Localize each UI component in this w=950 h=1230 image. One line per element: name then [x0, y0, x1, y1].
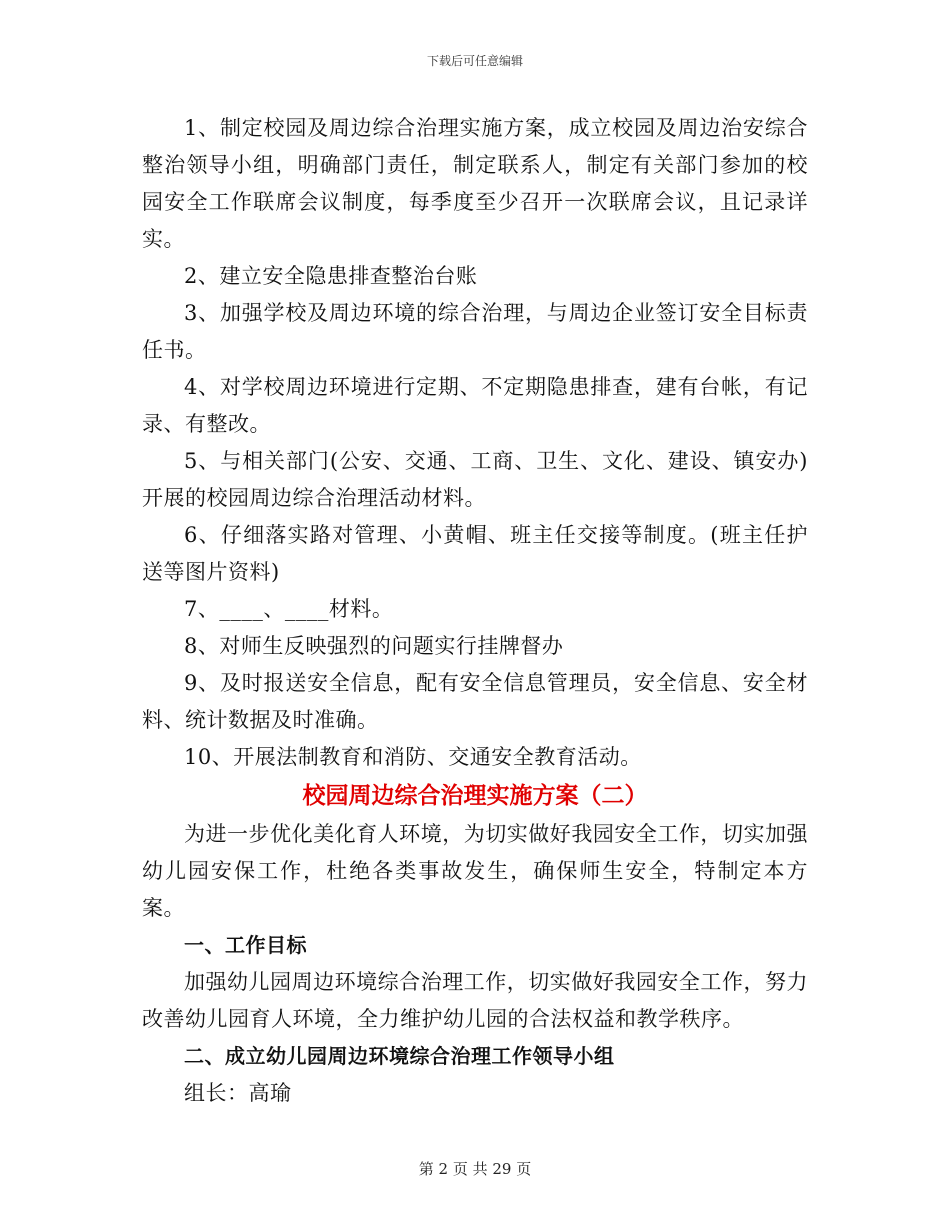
- goal-paragraph: 加强幼儿园周边环境综合治理工作，切实做好我园安全工作，努力改善幼儿园育人环境，全力维护幼儿园的合法权益和教学秩序。: [142, 970, 808, 1031]
- heading-work-goal: 一、工作目标: [184, 933, 307, 957]
- heading-leading-group: 二、成立幼儿园周边环境综合治理工作领导小组: [184, 1044, 615, 1068]
- list-item-9: 9、及时报送安全信息，配有安全信息管理员，安全信息、安全材料、统计数据及时准确。: [142, 671, 808, 732]
- list-item-3: 3、加强学校及周边环境的综合治理，与周边企业签订安全目标责任书。: [142, 301, 808, 362]
- list-item-6: 6、仔细落实路对管理、小黄帽、班主任交接等制度。(班主任护送等图片资料): [142, 523, 808, 584]
- section-title: 校园周边综合治理实施方案（二）: [302, 783, 648, 809]
- leader-line: 组长：高瑜: [184, 1081, 292, 1105]
- list-item-8: 8、对师生反映强烈的问题实行挂牌督办: [184, 634, 564, 658]
- document-body: [142, 110, 808, 1112]
- list-item-5: 5、与相关部门(公安、交通、工商、卫生、文化、建设、镇安办)开展的校园周边综合治理活动材料。: [142, 449, 808, 510]
- list-item-10: 10、开展法制教育和消防、交通安全教育活动。: [184, 745, 642, 769]
- list-item-7: 7、____、____材料。: [184, 597, 394, 621]
- intro-paragraph: 为进一步优化美化育人环境，为切实做好我园安全工作，切实加强幼儿园安保工作，杜绝各类事故发生，确保师生安全，特制定本方案。: [142, 822, 808, 920]
- page-footer: 第 2 页 共 29 页: [418, 1160, 532, 1178]
- list-item-1: 1、制定校园及周边综合治理实施方案，成立校园及周边治安综合整治领导小组，明确部门责任，制定联系人，制定有关部门参加的校园安全工作联席会议制度，每季度至少召开一次联席会议，且记录详实。: [142, 116, 808, 251]
- page-header: 下载后可任意编辑: [426, 54, 523, 68]
- list-item-4: 4、对学校周边环境进行定期、不定期隐患排查，建有台帐，有记录、有整改。: [142, 375, 808, 436]
- list-item-2: 2、建立安全隐患排查整治台账: [184, 264, 478, 288]
